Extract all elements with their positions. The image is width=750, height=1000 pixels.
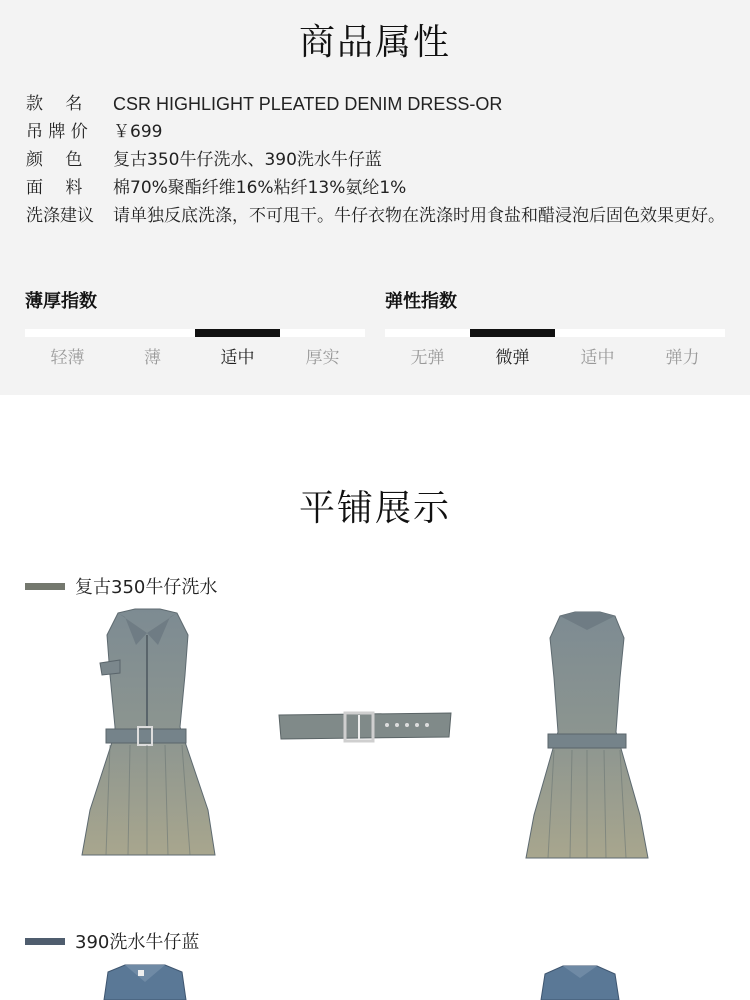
belt-image bbox=[275, 705, 455, 750]
color-swatch bbox=[25, 938, 65, 945]
color-swatch bbox=[25, 583, 65, 590]
thickness-segment bbox=[110, 329, 195, 337]
attr-row-price bbox=[26, 118, 726, 146]
elasticity-segment bbox=[385, 329, 470, 337]
variant-name: 复古350牛仔洗水 bbox=[75, 577, 218, 598]
thickness-index-title: 薄厚指数 bbox=[25, 291, 97, 312]
attr-row-care bbox=[26, 202, 726, 230]
elasticity-index-title: 弹性指数 bbox=[385, 291, 457, 312]
variant-label-vintage bbox=[25, 575, 217, 597]
elasticity-scale-labels bbox=[385, 343, 725, 368]
elasticity-level-label: 适中 bbox=[580, 348, 615, 368]
attributes-title: 商品属性 bbox=[298, 22, 451, 63]
variant-name: 390洗水牛仔蓝 bbox=[75, 932, 200, 953]
elasticity-segment bbox=[640, 329, 725, 337]
attr-key: 洗涤建议 bbox=[26, 206, 94, 226]
attr-value: 复古350牛仔洗水、390洗水牛仔蓝 bbox=[113, 150, 382, 170]
elasticity-scale-bar bbox=[385, 329, 725, 337]
thickness-scale-bar bbox=[25, 329, 365, 337]
thickness-segment bbox=[280, 329, 365, 337]
elasticity-level-label: 微弹 bbox=[495, 348, 530, 368]
dress-front-blue-image bbox=[100, 962, 190, 1000]
thickness-index bbox=[25, 287, 365, 368]
thickness-scale-labels bbox=[25, 343, 365, 368]
attr-row-color bbox=[26, 146, 726, 174]
elasticity-level-label: 无弹 bbox=[410, 348, 445, 368]
thickness-segment bbox=[195, 329, 280, 337]
thickness-level-label: 薄 bbox=[144, 348, 161, 368]
product-attributes-panel bbox=[0, 0, 750, 395]
attr-row-name bbox=[26, 90, 726, 118]
attr-value: ￥699 bbox=[113, 122, 163, 142]
attr-key: 吊 牌 价 bbox=[26, 122, 88, 142]
thickness-level-label: 适中 bbox=[220, 348, 255, 368]
attributes-list bbox=[26, 90, 726, 230]
variant-label-blue bbox=[25, 930, 199, 952]
attr-value: CSR HIGHLIGHT PLEATED DENIM DRESS-OR bbox=[113, 94, 503, 114]
thickness-segment bbox=[25, 329, 110, 337]
dress-back-blue-image bbox=[535, 964, 625, 1000]
attr-value: 棉70%聚酯纤维16%粘纤13%氨纶1% bbox=[113, 178, 407, 198]
elasticity-level-label: 弹力 bbox=[665, 348, 700, 368]
dress-back-image bbox=[520, 610, 655, 865]
flatlay-title: 平铺展示 bbox=[298, 488, 451, 529]
attr-key: 颜 色 bbox=[26, 150, 83, 170]
thickness-level-label: 轻薄 bbox=[50, 348, 85, 368]
attr-key: 款 名 bbox=[26, 94, 83, 114]
attr-key: 面 料 bbox=[26, 178, 83, 198]
attr-row-fabric bbox=[26, 174, 726, 202]
thickness-level-label: 厚实 bbox=[305, 348, 340, 368]
dress-front-image bbox=[70, 605, 225, 865]
elasticity-index bbox=[385, 287, 725, 368]
attr-value: 请单独反底洗涤，不可甩干。牛仔衣物在洗涤时用食盐和醋浸泡后固色效果更好。 bbox=[113, 206, 725, 226]
elasticity-segment bbox=[555, 329, 640, 337]
elasticity-segment bbox=[470, 329, 555, 337]
